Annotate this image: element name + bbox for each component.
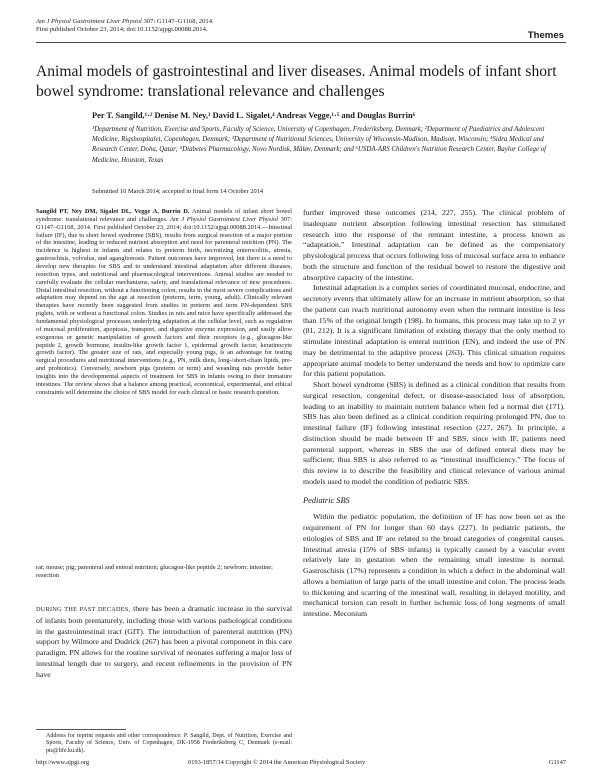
abstract — [36, 208, 292, 397]
intro-paragraph — [36, 604, 292, 681]
affiliations: ¹Department of Nutrition, Exercise and Sports, Faculty of Science, University of Copenhagen, Frederiksberg, Denmark; ²Department of Paediatrics and Adolescent Medicine, Rigshospitalet, Copenhagen, Denmark; ³Department of Nutritional Sciences, University of Wisconsin-Madison, Madison, Wisconsin; ⁴Sidra Medical and Research Center, Doha, Qatar; ⁵Diabetes Pharmacology, Novo Nordisk, Måløv, Denmark; and ⁶USDA-ARS Children's Nutrition Research Center, Baylor College of Medicine, Houston, Texas — [92, 126, 547, 164]
page-number: G1147 — [548, 759, 566, 766]
author-list: Per T. Sangild,¹·² Denise M. Ney,³ David L. Sigalet,⁴ Andreas Vegge,¹·⁵ and Douglas Burrin⁶ — [92, 111, 416, 120]
header-first-published: First published October 23, 2014; doi:10.1152/ajpgi.00088.2014. — [36, 26, 208, 34]
copyright-notice: 0193-1857/14 Copyright © 2014 the American Physiological Society — [188, 759, 366, 766]
body-paragraph: Short bowel syndrome (SBS) is defined as a clinical condition that results from surgical resection, congenital defect, or disease-associated loss of absorption, leading to an inability to maintain nutrient balance when fed a normal diet (171). SBS has also been defined as a clinical condition requiring prolonged PN, due to intestinal failure (IF) following intestinal resection (227, 267). In principle, a distinction should be made between IF and SBS, since with IF, patients need parenteral support, whereas in SBS the use of defined enteral diets may be sufficient; thus SBS is also referred to as “intestinal insufficiency.” The focus of this review is to describe the feasibility and clinical relevance of various animal models used to model the condition of pediatric SBS. — [303, 380, 565, 486]
section-subheading: Pediatric SBS — [303, 495, 350, 505]
correspondence-footnote — [36, 733, 292, 755]
abstract-cite-journal: Am J Physiol Gastrointest Liver Physiol — [170, 215, 278, 223]
abstract-cite-authors: Sangild PT, Ney DM, Sigalet DL, Vegge A, Burrin D. — [36, 208, 190, 215]
section-label: Themes — [527, 30, 564, 41]
footnote-text: Address for reprint requests and other correspondence: P. Sangild, Dept. of Nutrition, Exercise and Sports, Faculty of Science, Univ. of Copenhagen, DK-1958 Frederiksberg C, Denmark (e-mail: pts@life.ku.dk). — [46, 733, 292, 754]
running-header — [36, 18, 566, 35]
footnote-divider — [36, 729, 126, 730]
intro-text: there has been a dramatic increase in the survival of infants born prematurely, including those with various pathological conditions in the gastrointestinal tract (GIT). The introduction of parenteral nutrition (PN) support by Wilmore and Dudrick (267) has been a pivotal component in this care paradigm. PN allows for the routine survival of neonates suffering a major loss of intestinal length due to surgery, and recent refinements in the provision of PN have — [36, 604, 292, 679]
right-column — [303, 208, 565, 620]
abstract-body: 307: G1147–G1168, 2014. First published October 23, 2014; doi:10.1152/ajpgi.00088.2014.—Intestinal failure (IF), due to short bowel syndrome (SBS), results from surgical resection of a major portion of the intestine, leading to reduced nutrient absorption and need for parenteral nutrition (PN). The incidence is highest in infants and relates to preterm birth, necrotizing enterocolitis, atresia, gastroschisis, volvulus, and aganglionosis. Patient outcomes have improved, but there is a need to develop new therapies for SBS and to understand intestinal adaptation after different diseases, resection types, and nutritional and pharmacological interventions. Animal studies are needed to carefully evaluate the cellular mechanisms, safety, and translational relevance of new procedures. Distal intestinal resection, without a functioning colon, results in the most severe complications and adaptation may depend on the age at resection (preterm, term, young, adult). Clinically relevant therapies have recently been suggested from studies in preterm and term PN-dependent SBS piglets, with or without a functional colon. Studies in rats and mice have specifically addressed the fundamental physiological processes underlying adaptation at the cellular level, such as regulation of mucosal proliferation, apoptosis, transport, and digestive enzyme expression, and easily allow exogenous or genetic manipulation of growth factors and their receptors (e.g., glucagon-like peptide 2, growth hormone, insulin-like growth factor 1, epidermal growth factor, keratinocyte growth factor). The greater size of rats, and especially young pigs, is an advantage for testing surgical procedures and nutritional interventions (e.g., PN, milk diets, long-/short-chain lipids, pre- and probiotics). Conversely, newborn pigs (preterm or term) and weanling rats provide better insights into the developmental aspects of treatment for SBS in infants owing to their immature intestines. The review shows that a balance among practical, economical, experimental, and ethical constraints will determine the choice of SBS model for each clinical or basic research question. — [36, 215, 293, 396]
keywords: rat; mouse; pig; parenteral and enteral nutrition; glucagon-like peptide 2; newborn; intestine; resection — [36, 564, 273, 579]
header-journal: Am J Physiol Gastrointest Liver Physiol — [36, 18, 142, 25]
journal-url[interactable]: http://www.ajpgi.org — [36, 759, 90, 766]
abstract-cite-title: Animal models of infant short bowel syndrome: translational relevance and challenges. — [36, 208, 293, 223]
header-divider — [36, 42, 566, 43]
body-paragraph: further improved these outcomes (214, 227, 255). The clinical problem of inadequate nutrient absorption following intestinal resection has stimulated research into the response of the remnant intestine, a process known as “adaptation.” Intestinal adaptation can be defined as the compensatory physiological process that occurs following loss of mucosal surface area to enhance both the structure and function of the residual bowel to restore the digestive and absorptive capacity of the intestine. — [303, 208, 565, 282]
header-citation: 307: G1147–G1168, 2014. — [141, 18, 214, 25]
article-title: Animal models of gastrointestinal and liver diseases. Animal models of infant short bowel syndrome: translational relevance and challenges — [36, 63, 557, 100]
body-paragraph: Within the pediatric population, the definition of IF has now been set as the requirement of PN for longer than 60 days (227). In pediatric patients, the etiologies of SBS and IF are related to the broad categories of congenital causes. Intestinal atresia (15% of SBS infants) is typically caused by a vascular event relatively late in gestation when the remaining small intestine is normal. Gastroschisis (17%) represents a condition in which a defect in the abdominal wall allows a herniation of large parts of the small intestine and colon. The process leads to thickening and scarring of the intestinal wall, resulting in delayed motility, and mechanical torsion can result in further ischemic loss of long segments of small intestine. Meconium — [303, 512, 565, 618]
submission-dates: Submitted 10 March 2014; accepted in final form 14 October 2014 — [92, 188, 264, 195]
body-paragraph: Intestinal adaptation is a complex series of coordinated mucosal, endocrine, and secretory events that ultimately allow for an increase in nutrient absorption, so that the patient can reach nutritional autonomy even when the remnant intestine is less than 15% of the original length (198). In humans, this process may take up to 2 yr (81, 212). It is a significant limitation of existing therapy that the only method to stimulate intestinal adaptation is enteral nutrition (EN), and indeed the use of PN may be detrimental to the adaptive process (263). This clinical situation requires appropriate animal models to better understand the needs and how to optimize care for this patient population. — [303, 283, 565, 379]
intro-lead-in: DURING THE PAST DECADES, — [36, 606, 131, 613]
